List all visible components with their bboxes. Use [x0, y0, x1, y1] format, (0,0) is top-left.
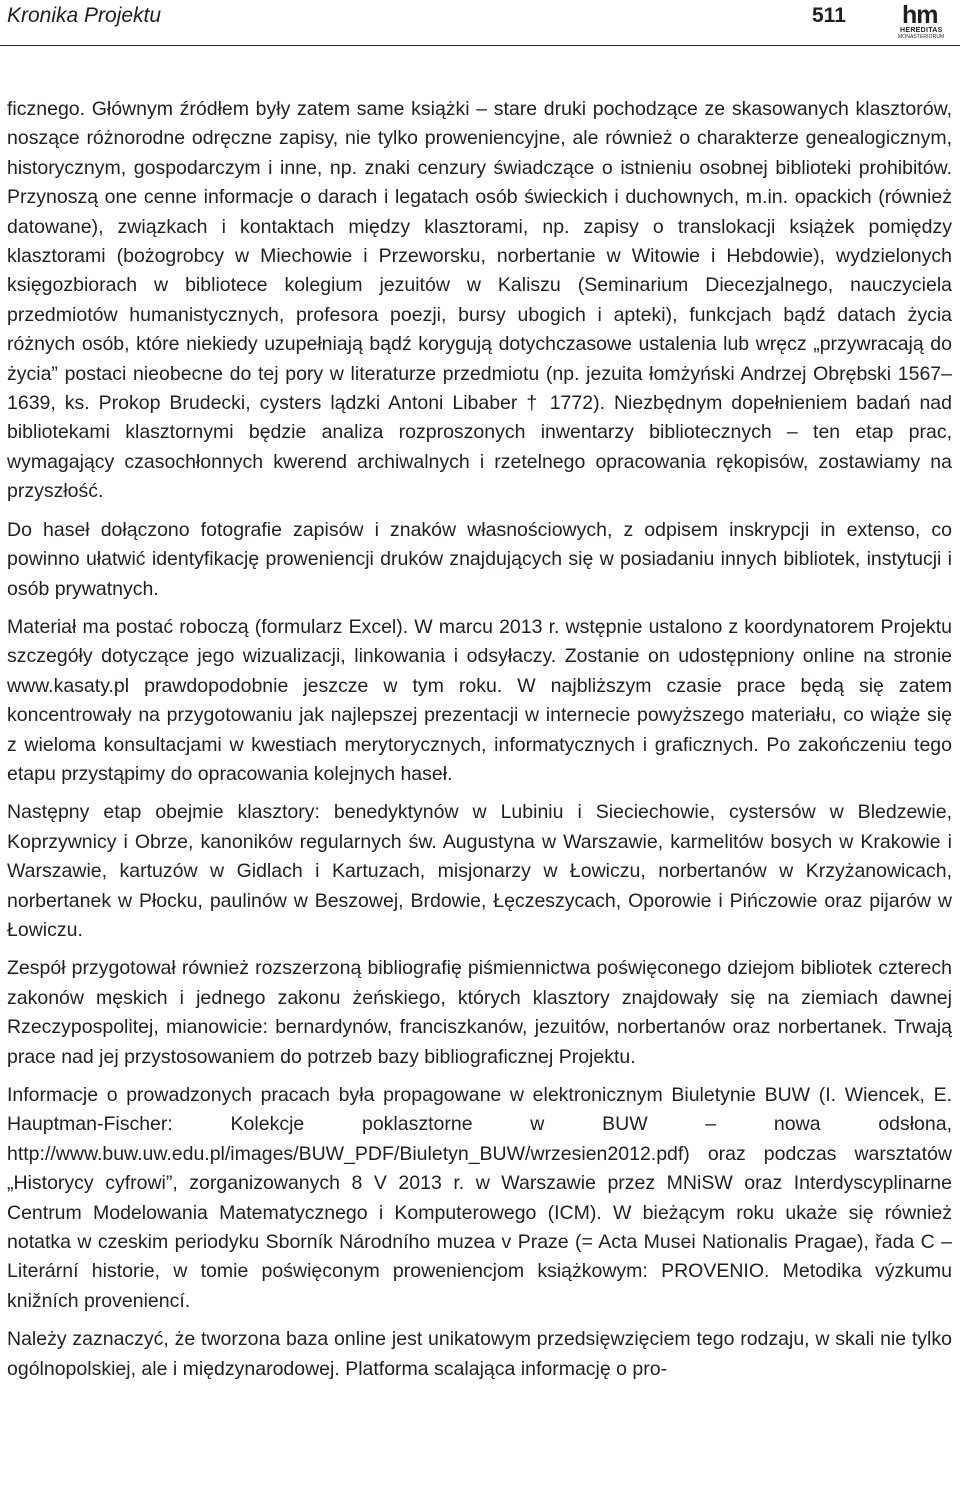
hereditas-monasteriorum-logo: [898, 2, 958, 42]
header-rule: [0, 45, 960, 46]
paragraph: Zespół przygotował również rozszerzoną bibliografię piśmiennictwa poświęconego dziejom bibliotek czterech zakonów męskich i jednego zakonu żeńskiego, których klasztory znajdowały się na ziemiach dawnej Rzeczypospolitej, mianowicie: bernardynów, franciszkanów, jezuitów, norbertanów oraz norbertanek. Trwają prace nad jej przystosowaniem do potrzeb bazy bibliograficznej Projektu.: [7, 957, 952, 1068]
page-number: 511: [812, 4, 846, 27]
paragraph: ficznego. Głównym źródłem były zatem same książki – stare druki pochodzące ze skasowanych klasztorów, noszące różnorodne odręczne zapisy, nie tylko proweniencyjne, ale również o charakterze genealogicznym, historycznym, gospodarczym i inne, np. znaki cenzury świadczące o istnieniu osobnej biblioteki prohibitów. Przynoszą one cenne informacje o darach i legatach osób świeckich i duchownych, m.in. opackich (również datowane), związkach i kontaktach między klasztorami, np. zapisy o translokacji książek pomiędzy klasztorami (bożogrobcy w Miechowie i Przeworsku, norbertanie w Witowie i Hebdowie), wydzielonych księgozbiorach w bibliotece kolegium jezuitów w Kaliszu (Seminarium Diecezjalnego, nauczyciela przedmiotów humanistycznych, profesora poezji, bursy ubogich i apteki), funkcjach bądź datach życia różnych osób, które niekiedy uzupełniają bądź korygują dotychczasowe ustalenia lub wręcz „przywracają do życia” postaci nieobecne do tej pory w literaturze przedmiotu (np. jezuita łomżyński Andrzej Obrębski 1567–1639, ks. Prokop Brudecki, cysters lądzki Antoni Libaber † 1772). Niezbędnym dopełnieniem badań nad bibliotekami klasztornymi będzie analiza rozproszonych inwentarzy bibliotecznych – ten etap prac, wymagający czasochłonnych kwerend archiwalnych i rzetelnego opracowania rękopisów, zostawiamy na przyszłość.: [7, 98, 952, 503]
paragraph: Należy zaznaczyć, że tworzona baza online jest unikatowym przedsięwzięciem tego rodzaju, w skali nie tylko ogólnopolskiej, ale i międzynarodowej. Platforma scalająca informację o pro-: [7, 1328, 952, 1380]
logo-mark: hm: [902, 1, 938, 29]
page-header: [0, 0, 960, 46]
logo-text-line2: MONASTERIORUM: [898, 34, 945, 40]
paragraph: Następny etap obejmie klasztory: benedyktynów w Lubiniu i Sieciechowie, cystersów w Bledzewie, Koprzywnicy i Obrze, kanoników regularnych św. Augustyna w Warszawie, karmelitów bosych w Krakowie i Warszawie, kartuzów w Gidlach i Kartuzach, misjonarzy w Łowiczu, norbertanów w Krzyżanowicach, norbertanek w Płocku, paulinów w Beszowej, Brdowie, Łęczeszycach, Oporowie i Pińczowie oraz pijarów w Łowiczu.: [7, 801, 952, 941]
paragraph: Informacje o prowadzonych pracach była propagowane w elektronicznym Biuletynie BUW (I. Wiencek, E. Hauptman-Fischer: Kolekcje poklasztorne w BUW – nowa odsłona, http://www.buw.uw.edu.pl/images/BUW_PDF/Biuletyn_BUW/wrzesien2012.pdf) oraz podczas warsztatów „Historycy cyfrowi”, zorganizowanych 8 V 2013 r. w Warszawie przez MNiSW oraz Interdyscyplinarne Centrum Modelowania Matematycznego i Komputerowego (ICM). W bieżącym roku ukaże się również notatka w czeskim periodyku Sborník Národního muzea v Praze (= Acta Musei Nationalis Pragae), řada C – Literární historie, w tomie poświęconym proweniencjom książkowym: PROVENIO. Metodika výzkumu knižních proveniencí.: [7, 1084, 952, 1312]
paragraph: Materiał ma postać roboczą (formularz Excel). W marcu 2013 r. wstępnie ustalono z koordynatorem Projektu szczegóły dotyczące jego wizualizacji, linkowania i odsyłaczy. Zostanie on udostępniony online na stronie www.kasaty.pl prawdopodobnie jeszcze w tym roku. W najbliższym czasie prace będą się zatem koncentrowały na przygotowaniu jak najlepszej prezentacji w internecie powyższego materiału, co wiąże się z wieloma konsultacjami w kwestiach merytorycznych, informatycznych i graficznych. Po zakończeniu tego etapu przystąpimy do opracowania kolejnych haseł.: [7, 615, 952, 785]
logo-text-line1: HEREDITAS: [900, 27, 943, 34]
running-title: Kronika Projektu: [7, 4, 162, 27]
body-text: [7, 95, 952, 1384]
paragraph: Do haseł dołączono fotografie zapisów i znaków własnościowych, z odpisem inskrypcji in extenso, co powinno ułatwić identyfikację proweniencji druków znajdujących się w posiadaniu innych bibliotek, instytucji i osób prywatnych.: [7, 518, 952, 600]
